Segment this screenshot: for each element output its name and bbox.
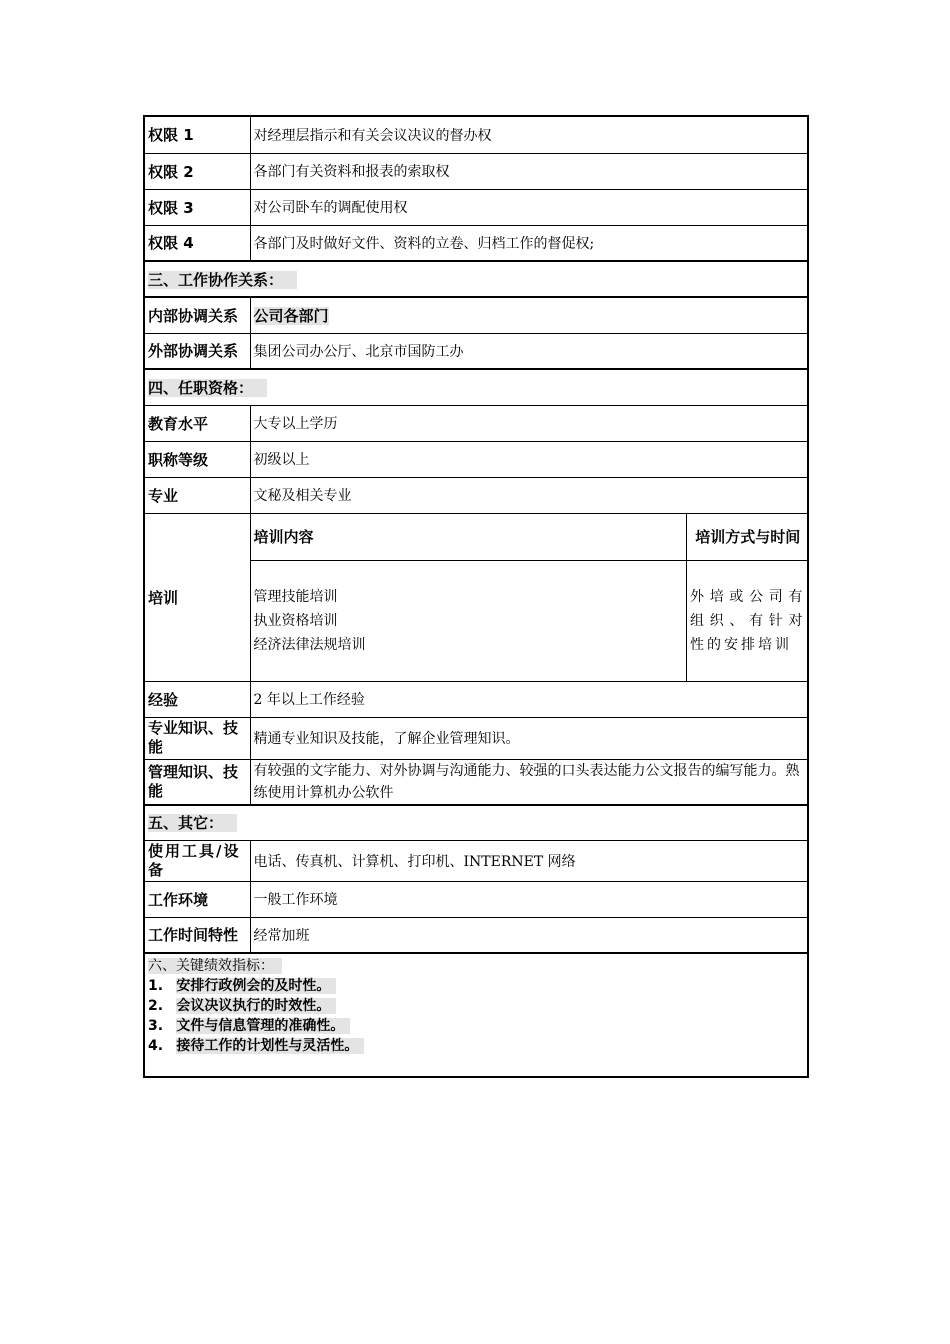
section-6-block	[144, 953, 808, 1077]
training-items	[251, 561, 687, 681]
right-2-value: 各部门有关资料和报表的索取权	[250, 153, 808, 189]
management-label: 管理知识、技能	[144, 759, 250, 805]
internal-coordination-value	[250, 297, 808, 333]
section-4-heading	[144, 369, 808, 405]
section-3-heading	[144, 261, 808, 297]
section-4-title: 四、任职资格：	[148, 379, 267, 397]
title-level-value: 初级以上	[250, 441, 808, 477]
training-method-value: 外培或公司有组织、有针对性的安排培训	[690, 588, 806, 653]
section-5-title: 五、其它：	[148, 814, 237, 832]
training-table	[251, 514, 809, 681]
kpi-text: 接待工作的计划性与灵活性。	[176, 1038, 364, 1054]
major-label: 专业	[144, 477, 250, 513]
tools-value: 电话、传真机、计算机、打印机、INTERNET 网络	[250, 840, 808, 881]
work-time-value: 经常加班	[250, 917, 808, 953]
knowledge-value: 精通专业知识及技能，了解企业管理知识。	[250, 717, 808, 759]
knowledge-label: 专业知识、技能	[144, 717, 250, 759]
major-value: 文秘及相关专业	[250, 477, 808, 513]
internal-coordination-text: 公司各部门	[253, 306, 329, 325]
management-value: 有较强的文字能力、对外协调与沟通能力、较强的口头表达能力公文报告的编写能力。熟练使用计算机办公软件	[250, 759, 808, 805]
kpi-item	[148, 976, 804, 996]
right-3-value: 对公司卧车的调配使用权	[250, 189, 808, 225]
internal-coordination-label: 内部协调关系	[144, 297, 250, 333]
kpi-number: 4.	[148, 1038, 164, 1054]
title-level-label: 职称等级	[144, 441, 250, 477]
right-3-label: 权限 3	[144, 189, 250, 225]
right-4-value: 各部门及时做好文件、资料的立卷、归档工作的督促权;	[250, 225, 808, 261]
tools-label: 使用工具/设备	[144, 840, 250, 881]
job-description-table	[143, 115, 807, 1078]
kpi-text: 安排行政例会的及时性。	[176, 978, 336, 994]
education-label: 教育水平	[144, 405, 250, 441]
training-item: 经济法律法规培训	[253, 636, 366, 653]
kpi-text: 文件与信息管理的准确性。	[176, 1018, 350, 1034]
experience-label: 经验	[144, 681, 250, 717]
training-item: 管理技能培训	[253, 588, 338, 605]
kpi-item	[148, 1036, 804, 1056]
training-label: 培训	[144, 513, 250, 681]
training-item: 执业资格培训	[253, 612, 338, 629]
kpi-number: 2.	[148, 998, 164, 1014]
experience-value: 2 年以上工作经验	[250, 681, 808, 717]
work-time-label: 工作时间特性	[144, 917, 250, 953]
right-2-label: 权限 2	[144, 153, 250, 189]
training-content-header: 培训内容	[251, 514, 687, 561]
section-3-title: 三、工作协作关系：	[148, 271, 297, 289]
section-5-heading	[144, 805, 808, 840]
kpi-item	[148, 996, 804, 1016]
right-4-label: 权限 4	[144, 225, 250, 261]
work-environment-label: 工作环境	[144, 881, 250, 917]
right-1-value: 对经理层指示和有关会议决议的督办权	[250, 116, 808, 153]
training-cell	[250, 513, 808, 681]
external-coordination-value: 集团公司办公厅、北京市国防工办	[250, 333, 808, 369]
work-environment-value: 一般工作环境	[250, 881, 808, 917]
right-1-label: 权限 1	[144, 116, 250, 153]
external-coordination-label: 外部协调关系	[144, 333, 250, 369]
kpi-item	[148, 1016, 804, 1036]
kpi-number: 1.	[148, 978, 164, 994]
section-6-title: 六、关键绩效指标：	[148, 958, 282, 974]
kpi-number: 3.	[148, 1018, 164, 1034]
kpi-text: 会议决议执行的时效性。	[176, 998, 336, 1014]
training-method-header: 培训方式与时间	[687, 514, 809, 561]
education-value: 大专以上学历	[250, 405, 808, 441]
